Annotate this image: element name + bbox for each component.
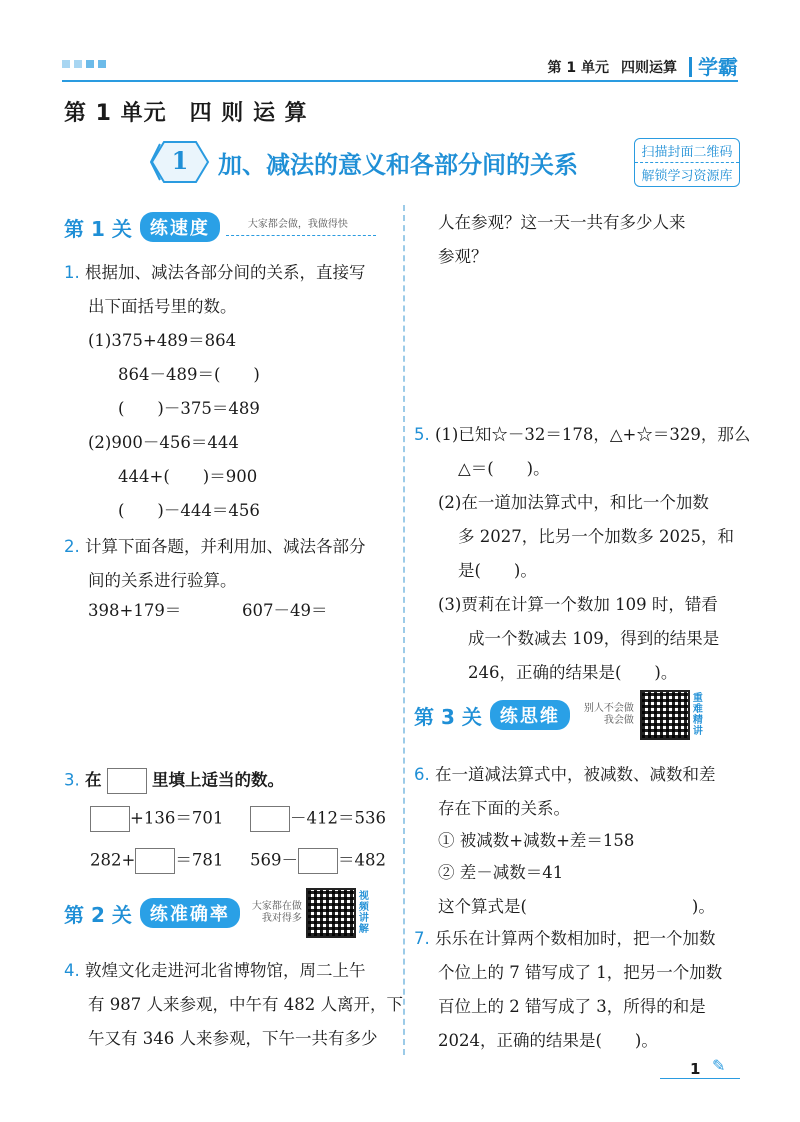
section-3-label: 第 3 关 [414,704,482,729]
header-decoration [62,60,106,68]
section-1-label: 第 1 关 [64,216,132,241]
q7-line2: 个位上的 7 错写成了 1，把另一个加数 [438,963,723,982]
section-2-side: 视频讲解 [358,891,369,935]
q6-cond1: ① 被减数+减数+差＝158 [438,831,635,850]
q3-r2b: 569－ ＝482 [250,848,386,874]
q7-line3: 百位上的 2 错写成了 3，所得的和是 [438,997,706,1016]
q1-b2: 444+( )＝900 [118,467,258,486]
q6-line1: 6. 在一道减法算式中，被减数、减数和差 [414,765,716,784]
brand-logo: 学霸 [689,57,738,77]
section-3-bar [414,690,705,740]
q6-line2: 存在下面的关系。 [438,799,570,818]
q5-c1: (3)贾莉在计算一个数加 109 时，错看 [438,595,718,614]
section-2-bar [64,888,371,938]
header-topic: 四则运算 [621,60,677,76]
q1-b3: ( )－444＝456 [118,501,260,520]
q5-a2: △＝( )。 [458,459,550,478]
running-header [548,57,739,77]
section-3-note1: 别人不会做 [583,703,634,714]
q5-a1: 5. (1)已知☆－32＝178，△+☆＝329，那么 [414,425,751,444]
q3-r2a: 282+ ＝781 [90,848,223,874]
q3-r1b: －412＝536 [250,806,386,832]
answer-box[interactable] [298,848,338,874]
section-1-note: 大家都会做，我做得快 [247,218,348,230]
qr-note-line2: 解锁学习资源库 [641,169,733,184]
lesson-heading [150,140,578,184]
lesson-number: 1 [171,146,189,175]
q4-line3: 午又有 346 人来参观，下午一共有多少 [88,1029,378,1048]
section-2-label: 第 2 关 [64,902,132,927]
q7-line4: 2024，正确的结果是( )。 [438,1031,658,1050]
header-unit: 第 1 单元 [547,60,609,76]
section-3-pill: 练思维 [490,700,570,730]
qr-note-line1: 扫描封面二维码 [635,139,739,163]
q4-line5: 参观？ [438,247,488,266]
section-1-line [226,235,376,236]
unit-title: 第 1 单元 四 则 运 算 [64,101,308,126]
lecture-qr-code[interactable] [640,690,690,740]
q5-c2: 成一个数减去 109，得到的结果是 [468,629,720,648]
q4-line4: 人在参观？这一天一共有多少人来 [438,213,686,232]
video-qr-code[interactable] [306,888,356,938]
q5-b1: (2)在一道加法算式中，和比一个加数 [438,493,709,512]
answer-box[interactable] [250,806,290,832]
q1-b1: (2)900－456＝444 [88,433,239,452]
section-2-note2: 我对得多 [261,913,302,924]
column-divider [403,205,405,1055]
q2-line1: 2. 计算下面各题，并利用加、减法各部分 [64,537,366,556]
q3-line1: 3. 在 里填上适当的数。 [64,768,284,794]
q5-b2: 多 2027，比另一个加数多 2025，和 [458,527,734,546]
section-1-pill: 练速度 [140,212,220,242]
q1-a3: ( )－375＝489 [118,399,260,418]
section-3-side: 重难精讲 [692,693,703,737]
page-number: 1 [690,1060,701,1078]
q3-r1a: +136＝701 [90,806,223,832]
q4-line2: 有 987 人来参观，中午有 482 人离开，下 [88,995,403,1014]
section-3-note2: 我会做 [603,715,634,726]
q4-line1: 4. 敦煌文化走进河北省博物馆，周二上午 [64,961,366,980]
q2-expr2: 607－49＝ [242,601,328,620]
resource-qr-note [634,138,740,187]
q1-line1: 1. 根据加、减法各部分间的关系，直接写 [64,263,366,282]
page-number-rule [660,1078,740,1079]
q6-line3: 这个算式是( )。 [438,897,715,916]
section-2-note1: 大家都在做 [251,901,302,912]
pencil-icon: ✎ [712,1056,726,1075]
q7-line1: 7. 乐乐在计算两个数相加时，把一个加数 [414,929,716,948]
q1-a1: (1)375+489＝864 [88,331,237,350]
section-2-pill: 练准确率 [140,898,240,928]
q1-a2: 864－489＝( ) [118,365,260,384]
q2-expr1: 398+179＝ [88,601,182,620]
lesson-title: 加、减法的意义和各部分间的关系 [218,150,578,179]
header-rule [62,80,738,82]
q5-b3: 是( )。 [458,561,537,580]
q1-line2: 出下面括号里的数。 [88,297,237,316]
q2-line2: 间的关系进行验算。 [88,571,237,590]
answer-box[interactable] [90,806,130,832]
answer-box[interactable] [135,848,175,874]
answer-box-sample [107,768,147,794]
section-1-bar [64,212,376,242]
q5-c3: 246，正确的结果是( )。 [468,663,678,682]
lesson-number-badge [150,140,210,184]
q6-cond2: ② 差－减数＝41 [438,863,564,882]
